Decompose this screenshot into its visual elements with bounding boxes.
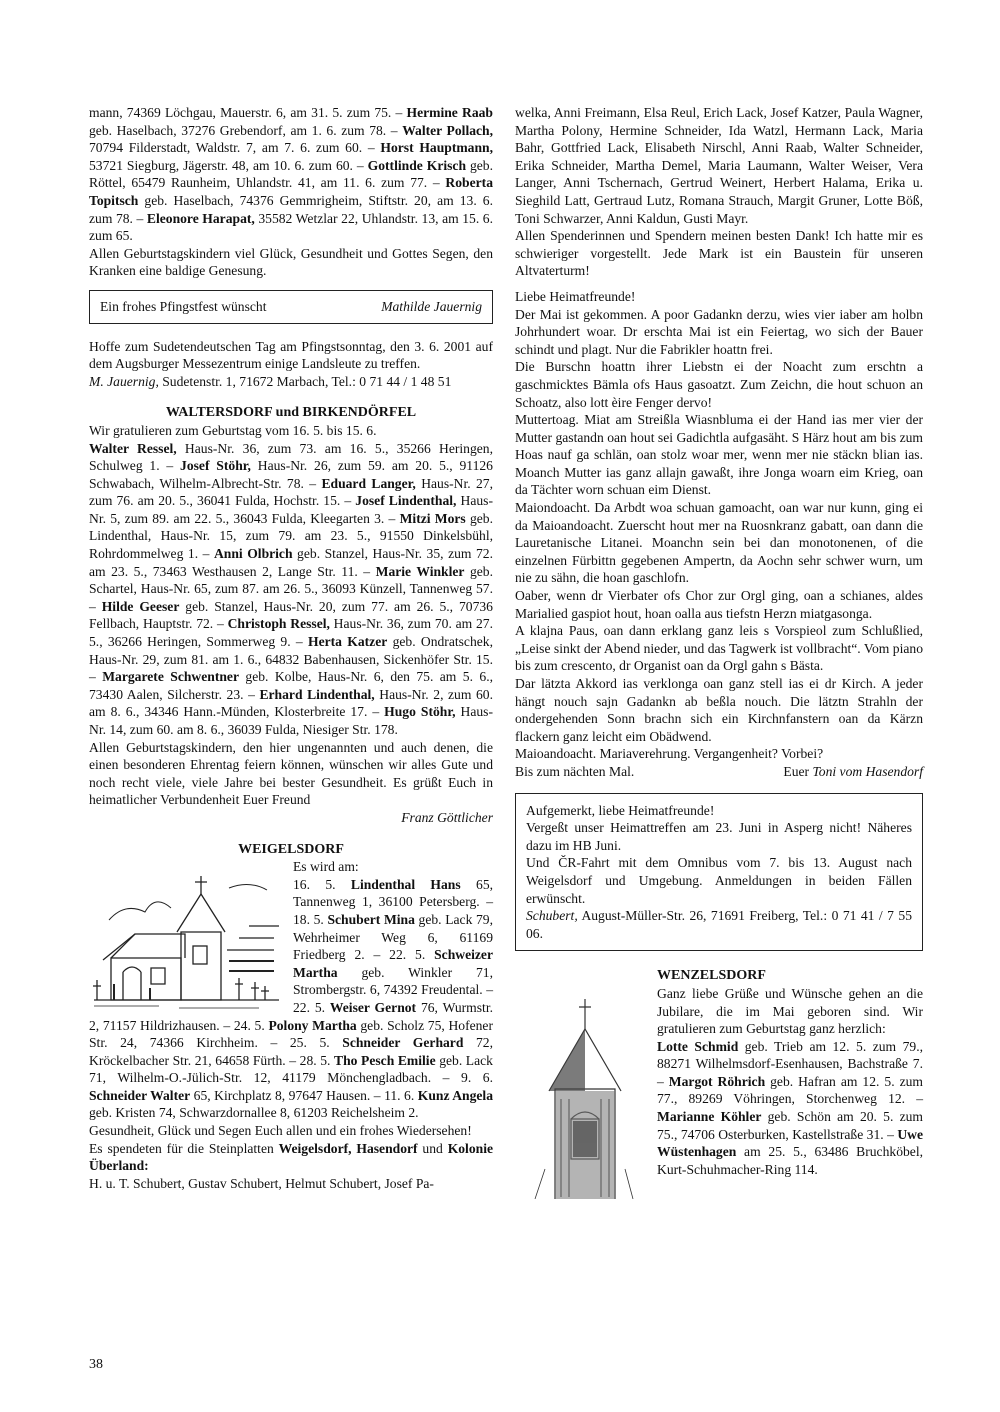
donor-list-start: H. u. T. Schubert, Gustav Schubert, Helmut Schubert, Josef Pa- [89,1175,434,1191]
page-number: 38 [89,1357,103,1372]
section-heading-weigelsdorf: WEIGELSDORF [238,841,344,857]
dialect-paragraph: Dar lätzta Akkord ias verklonga oan ganz stell ias ei dr Kirch. A jeder hängt nouch sajn Gadankn ab beßla nouch. Die lätztn Strahln der ondergehenden Sonn brachn sich ein Kirchnfanstern oan da Kärzn flackern ganz leicht eim Obädwend. [515,676,923,744]
chapel-photo-illustration [515,969,645,1199]
weigelsdorf-intro: Es wird am: [293,859,359,875]
wenzelsdorf-birthday-list: Lotte Schmid geb. Trieb am 12. 5. zum 79., 88271 Wilhelmsdorf-Esenhausen, Bachstraße 7. – Margot Röhrich geb. Hafran am 12. 5. zum 77., 89269 Vöhringen, Storchenweg 12. – Marianne Köhler geb. Schön am 20. 5. zum 75., 74706 Osterburken, Kastellstraße 31. – Uwe Wüstenhagen am 25. 5., 63486 Bruchköbel, Kurt-Schuhmacher-Ring 114. [657,1038,924,1177]
notice-paragraph: Und ČR-Fahrt mit dem Omnibus vom 7. bis 13. August nach Weigelsdorf und Umgebung. Anmeldungen in beiden Fällen erwünscht. [526,855,912,906]
weigelsdorf-birthday-list: 16. 5. Lindenthal Hans 65, Tannenweg 1, 36100 Petersberg. – 18. 5. Schubert Mina geb. Lack 79, Wehrheimer Weg 6, 61169 Friedberg 2. – 22. 5. Schweizer Martha geb. Winkler 71, Strombergstr. 6, 74392 Freudental. – 22. 5. Weiser Gernot 76, Wurmstr. 2, 71157 Hildrizhausen. – 24. 5. Polony Martha geb. Scholz 75, Hofener Str. 24, 74366 Kirchheim. – 25. 5. Schneider Gerhard 72, Kröckelbacher Str. 21, 64658 Fürth. – 28. 5. Tho Pesch Emilie geb. Lack 71, Wilhelm-O.-Jülich-Str. 12, 41179 Mönchengladbach. – 9. 6. Schneider Walter 65, Kirchplatz 8, 97647 Hausen. – 11. 6. Kunz Angela geb. Kristen 74, Schwarzdornallee 8, 61203 Reichelsheim 2. [89,876,494,1121]
person-name: Gottlinde Krisch [367,157,467,173]
notice-box [515,793,923,952]
waltersdorf-birthday-list: Walter Ressel, Haus-Nr. 36, zum 73. am 16. 5., 35266 Heringen, Schulweg 1. – Josef Stöhr, Haus-Nr. 26, zum 59. am 20. 5., 91126 Schwabach, Wilhelm-Albrecht-Str. 78. – Eduard Langer, Haus-Nr. 27, zum 76. am 20. 5., 36041 Fulda, Hochstr. 15. – Josef Lindenthal, Haus-Nr. 5, zum 89. am 22. 5., 36043 Fulda, Kleegarten 3. – Mitzi Mors geb. Lindenthal, Haus-Nr. 15, zum 79. am 23. 5., 91550 Dinkelsbühl, Rohrdommelweg 1. – Anni Olbrich geb. Stanzel, Haus-Nr. 35, zum 72. am 23. 5., 73463 Westhausen 2, Lange Str. 11. – Marie Winkler geb. Schartel, Haus-Nr. 65, zum 87. am 26. 5., 36093 Künzell, Tannenweg 57. – Hilde Geeser geb. Stanzel, Haus-Nr. 20, zum 77. am 26. 5., 70736 Fellbach, Hauptstr. 72. – Christoph Ressel, Haus-Nr. 36, zum 70. am 27. 5., 36266 Heringen, Sommerweg 9. – Herta Katzer geb. Ondratschek, Haus-Nr. 29, zum 81. am 1. 6., 64832 Babenhausen, Sickenhöfer Str. 15. – Margarete Schwentner geb. Kolbe, Haus-Nr. 6, den 75. am 5. 6., 73430 Aalen, Silcherstr. 23. – Erhard Lindenthal, Haus-Nr. 2, zum 60. am 8. 6., 34346 Hann.-Münden, Klosterbreite 17. – Hugo Stöhr, Haus-Nr. 14, zum 60. am 8. 6., 36039 Fulda, Niesiger Str. 178. [89,440,493,737]
person-name: Walter Pollach, [402,122,494,138]
section-heading-wenzelsdorf: WENZELSDORF [657,968,766,984]
wenzelsdorf-section [515,967,923,1178]
dialect-paragraph: Maiondoacht. Da Arbdt woa schuan gamoacht, oan war nur kunn, ging ei da Maioandoacht. Zuerscht hout mer na Ruosnkranz gabatt, oan dann die Lauretanische Litanei. Moanchn sein bei dan monotonenen, of die einzelnen Fürbittn gegebenen Ampertn, da Aochn sehr schwer wurn, um nie zu sähn, die hoan gaschlofn. [515,500,923,586]
pfingst-greeting-box [89,290,493,324]
pfingst-text: Ein frohes Pfingstfest wünscht [100,298,267,314]
right-column [515,104,923,1199]
dialect-closing: Bis zum nächten Mal. Euer Toni vom Hasendorf [515,763,923,779]
dialect-paragraph: Die Burschn hoattn ihrer Liebstn ei der Noacht zum erschtn a gaschmicktes Bämla ofs Haus gasoatzt. Zum Zeichn, die hout schuon an Schoatz, also lott èire Fenger dervo! [515,359,923,410]
pfingst-author: Mathilde Jauernig [381,298,482,314]
dialect-paragraph: Maioandoacht. Mariaverehrung. Vergangenheit? Vorbei? [515,746,824,762]
person-name: Horst Hauptmann, [380,140,493,156]
donor-list-continued: welka, Anni Freimann, Elsa Reul, Erich Lack, Josef Katzer, Paula Wagner, Martha Polony, Hermine Schneider, Ida Watzl, Hermann Lack, Maria Bahr, Gottfried Lack, Elisabeth Nirschl, Anni Raab, Walter Schneider, Erika Schneider, Martha Demel, Maria Laumann, Walter Weiser, Vera Langer, Anni Tschernach, Gertrud Weinert, Herbert Halama, Erika u. Sieghild Latt, Gertraud Lutz, Romana Strauch, Margit Gruner, Lotte Böß, Toni Schwarzer, Anni Kaldun, Gusti Mayr. [515,105,923,226]
donation-intro: Es spendeten für die Steinplatten Weigelsdorf, Hasendorf und Kolonie Überland: [89,1140,494,1174]
notice-title: Aufgemerkt, liebe Heimatfreunde! [526,802,715,818]
birthday-list-continued: mann, 74369 Löchgau, Mauerstr. 6, am 31. 5. zum 75. – Hermine Raab geb. Haselbach, 37276 Grebendorf, am 1. 6. zum 78. – Walter Pollach, 70794 Filderstadt, Waldstr. 7, am 7. 6. zum 60. – Horst Hauptmann, 53721 Siegburg, Jägerstr. 48, am 10. 6. zum 60. – Gottlinde Krisch geb. Röttel, 65479 Raunheim, Uhlandstr. 41, am 11. 6. zum 77. – Roberta Topitsch geb. Haselbach, 74376 Gemmrigheim, Stiftstr. 20, am 13. 6. zum 78. – Eleonore Harapat, 35582 Wetzlar 22, Uhlandstr. 13, am 15. 6. zum 65. [89,105,494,244]
dialect-paragraph: A klajna Paus, oan dann erklang ganz leis s Vorspieol zum Schlußlied, „Leise sinkt der Abend nieder, und das Tagwerk ist vollbracht“. Vom piano bis zum crescento, dr Organist oan da Orgl gahn s Bästa. [515,623,923,674]
person-name: Hermine Raab [406,105,493,120]
dialect-greeting: Liebe Heimatfreunde! [515,288,636,304]
waltersdorf-signature: Franz Göttlicher [401,809,493,825]
waltersdorf-intro: Wir gratulieren zum Geburtstag vom 16. 5. bis 15. 6. [89,422,377,438]
church-drawing-illustration [89,860,285,1012]
dialect-author: Toni vom Hasendorf [812,763,923,779]
donor-thanks: Allen Spenderinnen und Spendern meinen besten Dank! Ich hatte mir es schwieriger vorgestellt. Jede Mark ist ein Baustein für unseren Altvaterturm! [515,228,923,279]
waltersdorf-closing: Allen Geburtstagskindern, den hier ungenannten und auch denen, die einen besonderen Ehrentag feiern können, wünschen wir alles Gute und noch recht viele, viele Jahre bei bester Gesundheit. Es grüßt Euch in heimatlicher Verbundenheit Euer Freund [89,739,493,808]
weigelsdorf-block [89,858,493,1192]
dialect-paragraph: Oaber, wenn dr Vierbater ofs Chor zur Orgl ging, oan a schianes, aldes Marialied gaspiot hout, hoan oalla aus tiefstn Herzn miatgasonga. [515,588,923,621]
weigelsdorf-wishes: Gesundheit, Glück und Segen Euch allen und ein frohes Wiedersehen! [89,1123,472,1139]
birthday-wishes: Allen Geburtstagskindern viel Glück, Gesundheit und Gottes Segen, den Kranken eine baldige Genesung. [89,245,493,279]
person-name: Eleonore Harapat, [146,210,255,226]
dialect-paragraph: Der Mai ist gekommen. A poor Gadankn derzu, wies vier iaber am holbn Johrhundert woar. Dr erschta Mai ist ein Feiertag, wo sich der Bauer schindt und plagt. Nur die Fabrikler hoattn frei. [515,306,923,357]
sudeten-contact: M. Jauernig, Sudetenstr. 1, 71672 Marbach, Tel.: 0 71 44 / 1 48 51 [89,373,452,389]
notice-contact: Schubert, August-Müller-Str. 26, 71691 Freiberg, Tel.: 0 71 41 / 7 55 06. [526,908,912,941]
person-name: Roberta Topitsch [89,175,493,208]
dialect-paragraph: Muttertoag. Miat am Streißla Wiasnbluma ei der Hand ias mer vier der Mutter gastandn oan hout sei Gadichtla aufgasäht. S Härz hout am bis zum Hoas nauf ga schlän, oan stolz woar mer, wenn mer nie stäckn blian ias. Moanch Mutter ias ganz allajn gawaßt, ihre Jonga woarn eim Krieg, oan da Tächter worn schuan eim Dienst. [515,412,923,498]
left-column [89,104,493,1192]
section-heading-waltersdorf: WALTERSDORF und BIRKENDÖRFEL [165,405,417,421]
notice-paragraph: Vergeßt unser Heimattreffen am 23. Juni in Asperg nicht! Näheres dazu im HB Juni. [526,820,912,853]
sudeten-paragraph: Hoffe zum Sudetendeutschen Tag am Pfingstsonntag, den 3. 6. 2001 auf dem Augsburger Messezentrum einige Landsleute zu treffen. [89,338,493,372]
wenzelsdorf-intro: Ganz liebe Grüße und Wünsche gehen an die Jubilare, die im Mai geboren sind. Wir gratulieren zum Geburtstag ganz herzlich: [657,985,923,1037]
